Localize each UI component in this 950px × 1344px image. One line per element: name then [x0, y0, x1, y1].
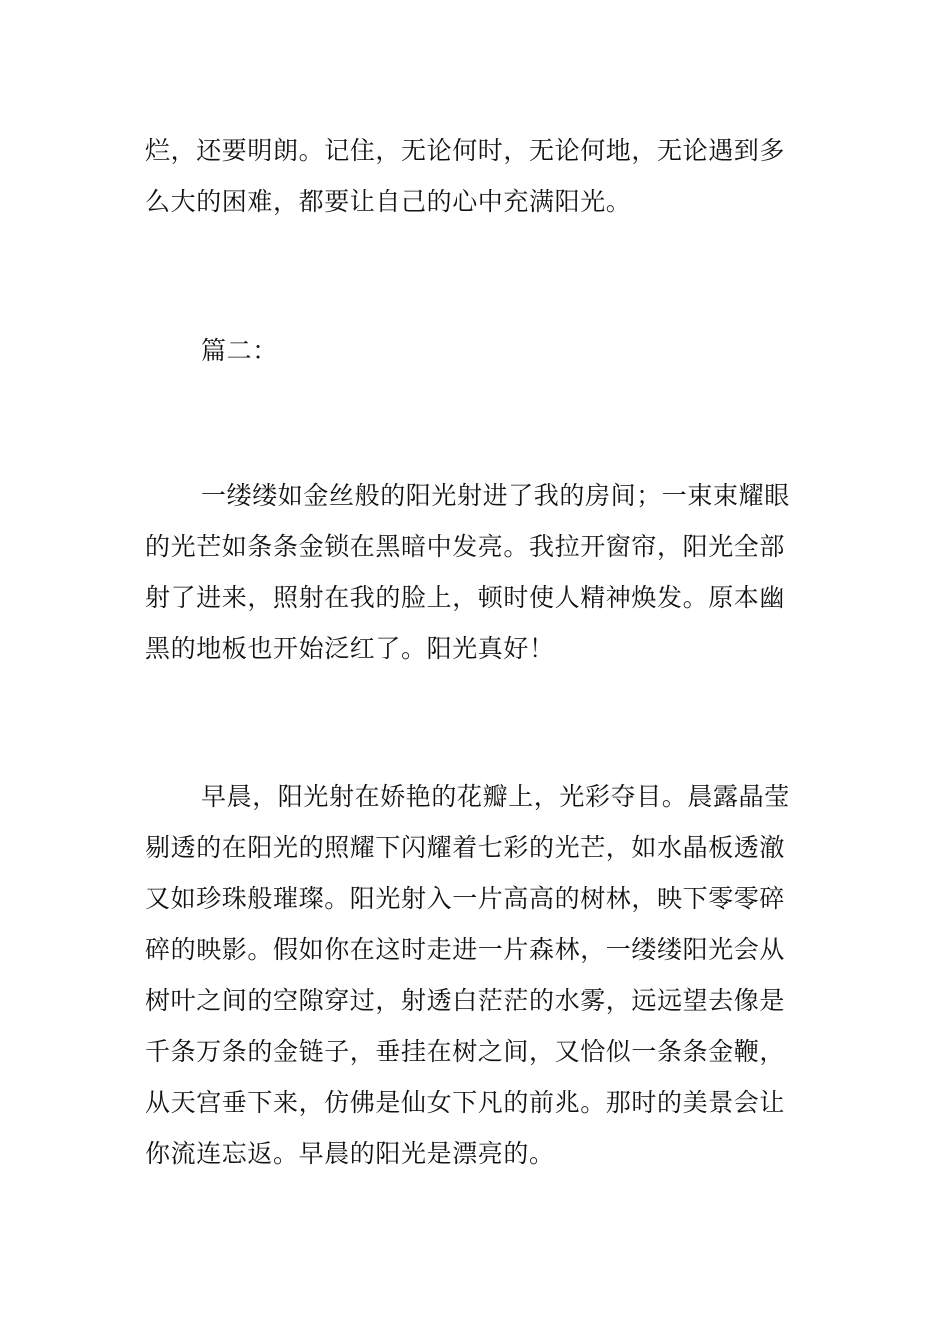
text-line: 又如珍珠般璀璨。阳光射入一片高高的树林，映下零零碎: [145, 884, 786, 913]
text-line: 的光芒如条条金锁在黑暗中发亮。我拉开窗帘，阳光全部: [145, 532, 786, 561]
text-line: 千条万条的金链子，垂挂在树之间，又恰似一条条金鞭，: [145, 1037, 786, 1066]
text-line: 树叶之间的空隙穿过，射透白茫茫的水雾，远远望去像是: [145, 986, 786, 1015]
text-line: 剔透的在阳光的照耀下闪耀着七彩的光芒，如水晶板透澈: [145, 833, 786, 862]
section-heading-text: 篇二：: [201, 336, 278, 365]
text-line: 射了进来，照射在我的脸上，顿时使人精神焕发。原本幽: [145, 583, 786, 612]
text-line: 早晨，阳光射在娇艳的花瓣上，光彩夺目。晨露晶莹: [201, 782, 790, 811]
text-line: 你流连忘返。早晨的阳光是漂亮的。: [145, 1139, 555, 1168]
text-line: 烂，还要明朗。记住，无论何时，无论何地，无论遇到多: [145, 136, 786, 165]
paragraph-sunlight-room: [145, 470, 810, 674]
paragraph-morning-sunlight: [145, 771, 810, 1179]
text-line: 一缕缕如金丝般的阳光射进了我的房间；一束束耀眼: [201, 481, 790, 510]
text-line: 碎的映影。假如你在这时走进一片森林，一缕缕阳光会从: [145, 935, 786, 964]
text-line: 么大的困难，都要让自己的心中充满阳光。: [145, 187, 632, 216]
text-line: 从天宫垂下来，仿佛是仙女下凡的前兆。那时的美景会让: [145, 1088, 786, 1117]
text-line: 黑的地板也开始泛红了。阳光真好！: [145, 634, 555, 663]
section-heading: [145, 325, 810, 376]
paragraph-continuation: [145, 125, 810, 227]
